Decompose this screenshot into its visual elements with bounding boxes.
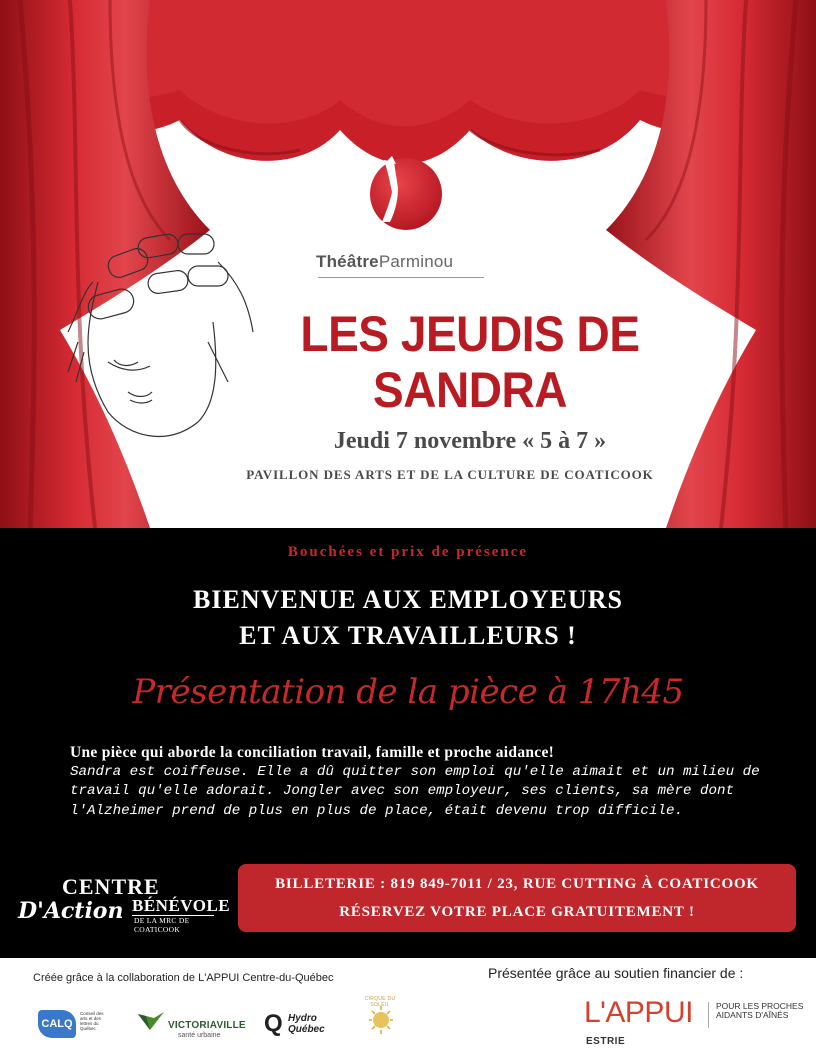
hydro-text bbox=[288, 1013, 325, 1035]
calq-badge: CALQ bbox=[38, 1010, 76, 1038]
bouchees-tagline: Bouchées et prix de présence bbox=[287, 544, 529, 560]
brand-underline bbox=[318, 277, 484, 278]
collaboration-credit: Créée grâce à la collaboration de L'APPUI Centre-du-Québec bbox=[33, 972, 334, 984]
description-lead: Une pièce qui aborde la conciliation travail, famille et proche aidance! bbox=[70, 744, 555, 761]
hydro-line-1: Hydro bbox=[288, 1013, 317, 1024]
funding-credit: Présentée grâce au soutien financier de : bbox=[488, 965, 744, 981]
ticket-info-banner bbox=[238, 864, 796, 932]
sun-icon bbox=[368, 1005, 394, 1035]
title-line-2: SANDRA bbox=[372, 362, 568, 418]
hydro-q-icon: Q bbox=[264, 1010, 283, 1037]
page-title bbox=[286, 306, 654, 418]
brand-bold: Théâtre bbox=[316, 252, 379, 271]
centre-action-benevole-logo bbox=[14, 874, 231, 938]
cab-centre: CENTRE bbox=[62, 874, 160, 899]
ticket-reserve-free: RÉSERVEZ VOTRE PLACE GRATUITEMENT ! bbox=[339, 904, 695, 920]
cirque-label: CIRQUE DU SOLEIL bbox=[364, 996, 396, 1008]
ticket-phone-address: BILLETERIE : 819 849-7011 / 23, RUE CUTTING À COATICOOK bbox=[275, 876, 759, 892]
appui-region: ESTRIE bbox=[586, 1036, 626, 1047]
description-body: Sandra est coiffeuse. Elle a dû quitter son emploi qu'elle aimait et un milieu de travail qu'elle adorait. Jongler avec son employeur, ses clients, sa mère dont l'Alzheimer prend de plus en plus de place, était devenu trop difficile. bbox=[70, 763, 760, 819]
sandra-sketch-drawing bbox=[48, 222, 270, 454]
welcome-heading bbox=[0, 582, 816, 654]
cirque-du-soleil-logo bbox=[358, 996, 402, 1044]
event-venue: PAVILLON DES ARTS ET DE LA CULTURE DE COATICOOK bbox=[246, 467, 654, 482]
welcome-line-1: BIENVENUE AUX EMPLOYEURS bbox=[193, 585, 623, 614]
appui-tagline: POUR LES PROCHES AIDANTS D'AÎNÉS bbox=[716, 1001, 804, 1020]
cab-benevole: BÉNÉVOLE bbox=[132, 896, 231, 915]
presentation-time: Présentation de la pièce à 17h45 bbox=[132, 672, 684, 712]
parminou-cat-logo bbox=[362, 152, 444, 234]
victoriaville-leaf-icon bbox=[136, 1010, 166, 1034]
cab-action: D'Action bbox=[18, 898, 124, 924]
cab-mrc: DE LA MRC DE COATICOOK bbox=[134, 916, 190, 934]
victoriaville-name: VICTORIAVILLE bbox=[168, 1020, 246, 1031]
brand-light: Parminou bbox=[378, 252, 454, 271]
victoriaville-sub: santé urbaine bbox=[178, 1032, 221, 1039]
appui-wordmark: L'APPUI bbox=[584, 996, 693, 1029]
play-description bbox=[70, 743, 760, 821]
appui-divider bbox=[708, 1002, 709, 1028]
appui-estrie-logo bbox=[584, 996, 804, 1054]
hydro-line-2: Québec bbox=[288, 1024, 325, 1035]
event-date: Jeudi 7 novembre « 5 à 7 » bbox=[333, 428, 607, 454]
theatre-brand bbox=[316, 252, 496, 272]
calq-fullname: Conseil des arts et des lettres du Québec bbox=[80, 1011, 104, 1031]
welcome-line-2: ET AUX TRAVAILLEURS ! bbox=[239, 621, 577, 650]
hydro-quebec-logo bbox=[264, 1010, 344, 1038]
title-line-1: LES JEUDIS DE bbox=[300, 306, 640, 362]
calq-logo bbox=[38, 1008, 108, 1040]
victoriaville-logo bbox=[136, 1008, 246, 1042]
